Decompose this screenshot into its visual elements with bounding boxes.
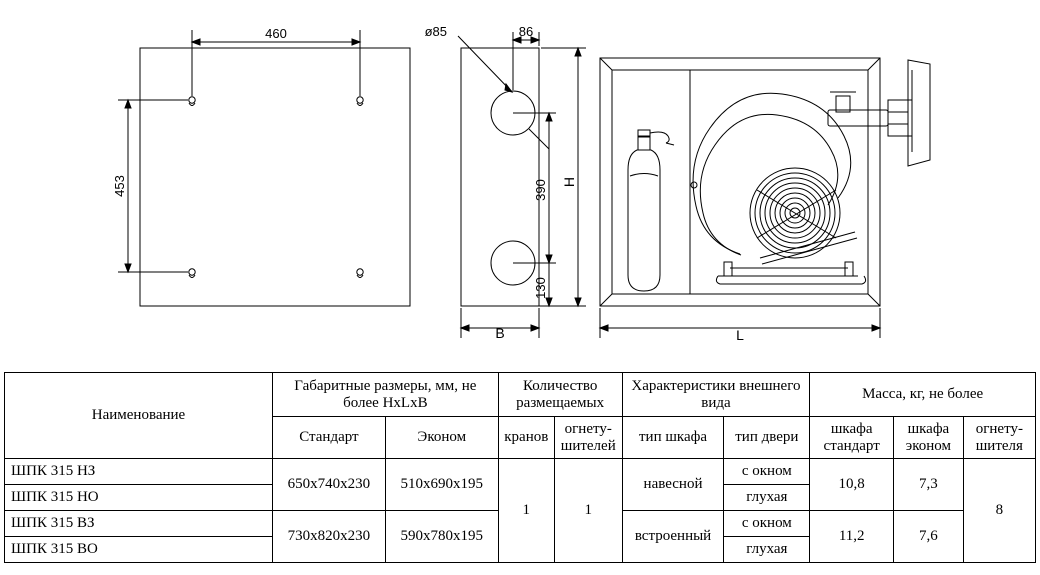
- dim-label-H: H: [561, 176, 577, 188]
- dim-label-390: 390: [533, 179, 548, 201]
- dim-label-130: 130: [533, 277, 548, 299]
- cell-standard: 730х820х230: [273, 511, 386, 563]
- header-mass-econom-line1: шкафа: [907, 420, 950, 437]
- cell-door-type: глухая: [724, 485, 810, 511]
- cell-extinguishers: 1: [554, 459, 622, 563]
- header-extinguishers: [554, 417, 622, 459]
- header-mass-econom-line2: эконом: [905, 437, 951, 454]
- table-header-row-1: [5, 373, 1036, 417]
- dim-label-460: 460: [265, 26, 287, 41]
- cell-cabinet-type: навесной: [622, 459, 724, 511]
- cell-door-type: с окном: [724, 511, 810, 537]
- dim-label-L: L: [736, 327, 744, 343]
- header-standard: Стандарт: [273, 417, 386, 459]
- dim-label-453: 453: [112, 175, 127, 197]
- dim-label-86: 86: [518, 24, 534, 39]
- header-mass-ext-line2: шителя: [975, 437, 1023, 454]
- header-quantity: Количество размещаемых: [498, 373, 622, 417]
- header-door-type: тип двери: [724, 417, 810, 459]
- cell-name: ШПК 315 ВЗ: [5, 511, 273, 537]
- cell-valves: 1: [498, 459, 554, 563]
- dim-label-B: B: [495, 325, 505, 341]
- cell-mass-standard: 11,2: [810, 511, 894, 563]
- header-mass-ext-line1: огнету-: [975, 420, 1023, 437]
- cell-name: ШПК 315 НО: [5, 485, 273, 511]
- header-cabinet-type: тип шкафа: [622, 417, 724, 459]
- cell-name: ШПК 315 ВО: [5, 537, 273, 563]
- specification-table: [4, 372, 1036, 563]
- cell-door-type: с окном: [724, 459, 810, 485]
- dim-label-dia85: ø85: [424, 24, 447, 39]
- cell-door-type: глухая: [724, 537, 810, 563]
- header-appearance: Характеристики внешнего вида: [622, 373, 810, 417]
- header-extinguishers-line1: огнету-: [564, 420, 612, 437]
- cell-standard: 650х740х230: [273, 459, 386, 511]
- cell-mass-extinguisher: 8: [963, 459, 1035, 563]
- table-row: [5, 459, 1036, 485]
- header-extinguishers-line2: шителей: [560, 437, 616, 454]
- cell-mass-standard: 10,8: [810, 459, 894, 511]
- header-name: Наименование: [5, 373, 273, 459]
- header-mass-standard: [810, 417, 894, 459]
- header-mass: Масса, кг, не более: [810, 373, 1036, 417]
- cell-mass-econom: 7,6: [894, 511, 964, 563]
- header-dimensions: Габаритные размеры, мм, не более HхLхB: [273, 373, 499, 417]
- cell-name: ШПК 315 НЗ: [5, 459, 273, 485]
- cell-cabinet-type: встроенный: [622, 511, 724, 563]
- cell-econom: 510х690х195: [385, 459, 498, 511]
- header-mass-extinguisher: [963, 417, 1035, 459]
- cell-mass-econom: 7,3: [894, 459, 964, 511]
- header-mass-econom: [894, 417, 964, 459]
- header-valves: кранов: [498, 417, 554, 459]
- cell-econom: 590х780х195: [385, 511, 498, 563]
- header-econom: Эконом: [385, 417, 498, 459]
- header-mass-standard-line1: шкафа: [830, 420, 873, 437]
- header-mass-standard-line2: стандарт: [823, 437, 880, 454]
